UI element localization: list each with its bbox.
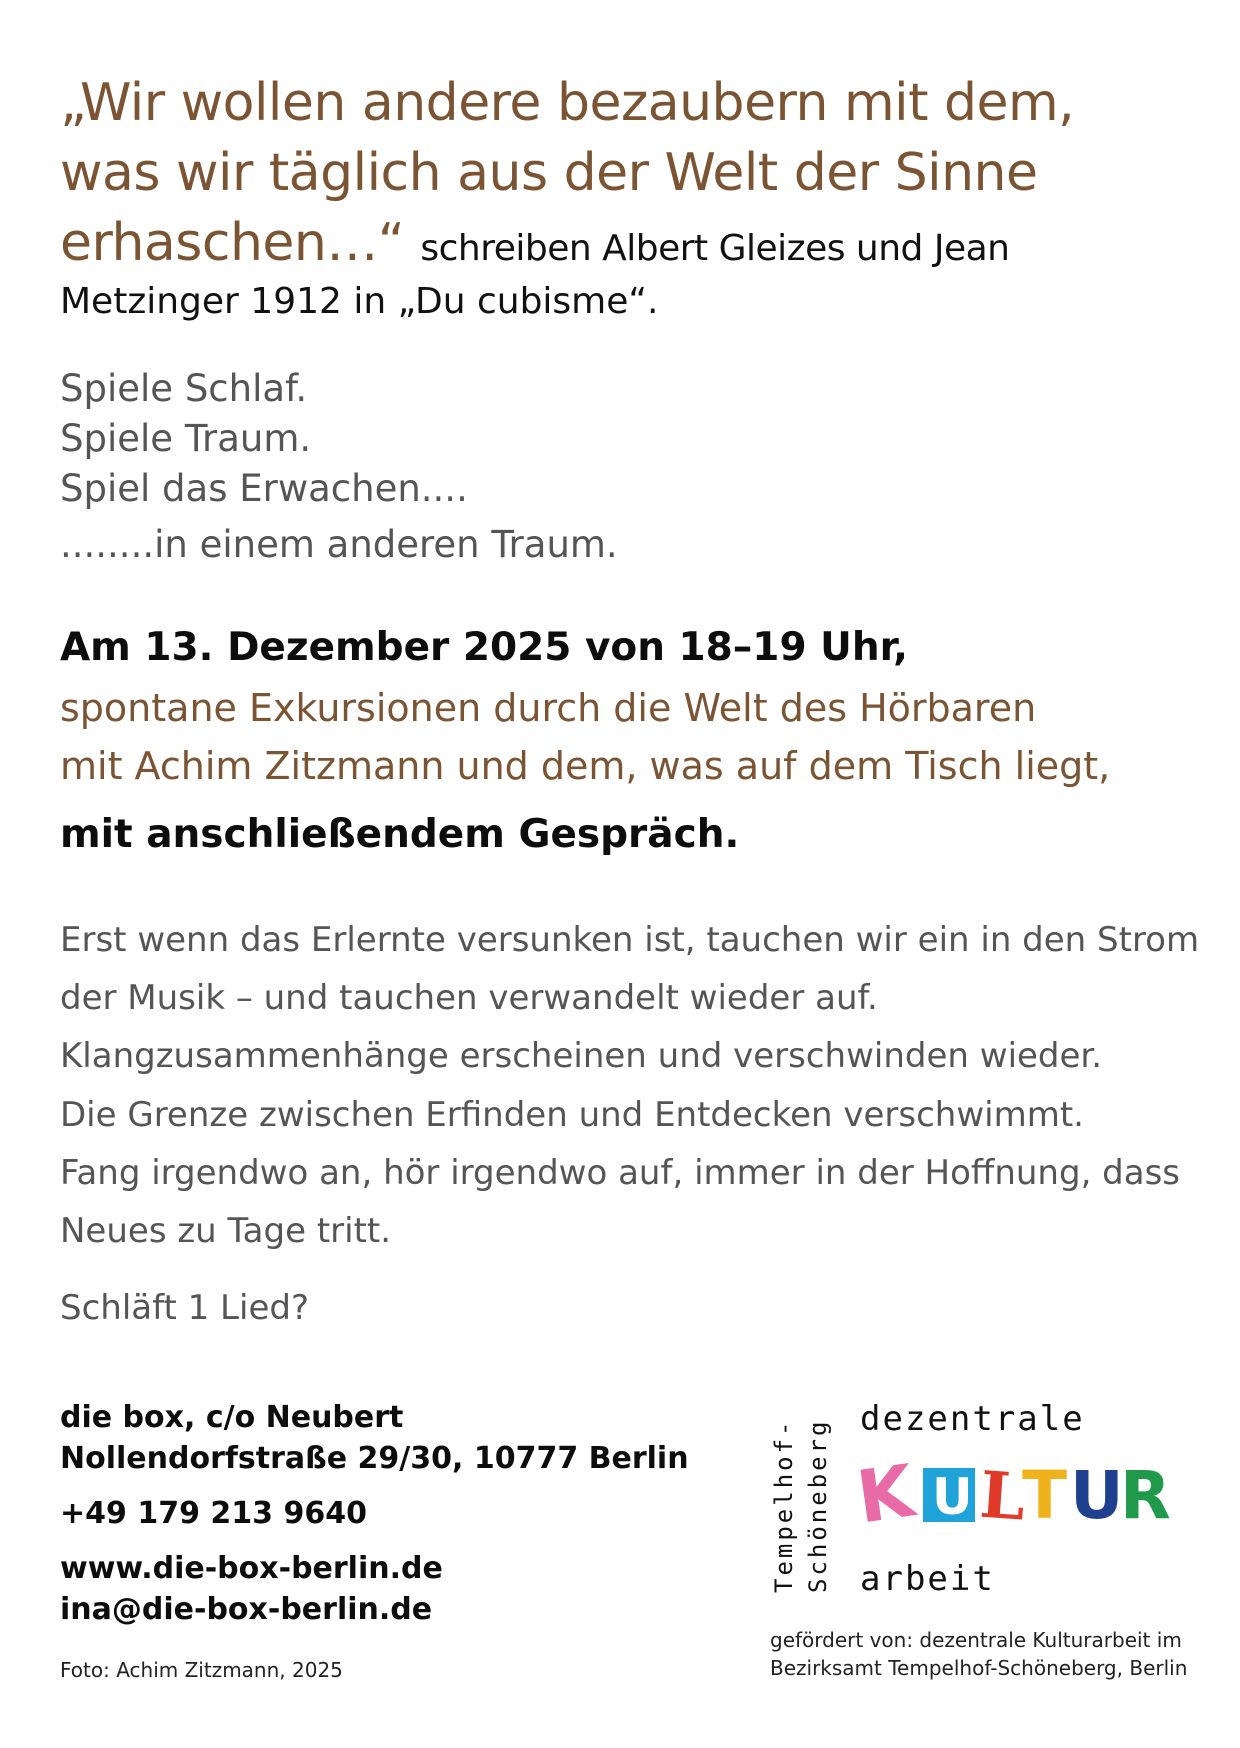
logo-letter-l: L: [977, 1457, 1028, 1536]
poem-line-3: Spiel das Erwachen....: [60, 467, 468, 510]
description-line-5: Fang irgendwo an, hör irgendwo auf, immer in der Hoffnung, dass: [60, 1153, 1181, 1193]
poem-line-4: ........in einem anderen Traum.: [60, 523, 618, 566]
event-description-line-1: spontane Exkursionen durch die Welt des Hörbaren: [60, 686, 1037, 730]
logo-letter-u2: U: [1070, 1457, 1124, 1534]
poem-line-1: Spiele Schlaf.: [60, 367, 308, 410]
logo-text-top: dezentrale: [860, 1399, 1085, 1439]
website-link[interactable]: www.die-box-berlin.de: [60, 1551, 443, 1586]
description-line-3: Klangzusammenhänge erscheinen und verschwinden wieder.: [60, 1036, 1103, 1076]
event-description-line-2: mit Achim Zitzmann und dem, was auf dem Tisch liegt,: [60, 744, 1111, 788]
email-link[interactable]: ina@die-box-berlin.de: [60, 1592, 433, 1627]
quote-line-2: was wir täglich aus der Welt der Sinne: [60, 143, 1038, 203]
opening-quote: [60, 68, 1180, 284]
event-talk: mit anschließendem Gespräch.: [60, 812, 740, 857]
logo-text-bottom: arbeit: [860, 1559, 995, 1599]
quote-attribution-line-2: Metzinger 1912 in „Du cubisme“.: [60, 281, 659, 322]
logo-letter-t: T: [1022, 1457, 1068, 1534]
poem-line-2: Spiele Traum.: [60, 417, 312, 460]
closing-question: Schläft 1 Lied?: [60, 1288, 309, 1328]
dezentrale-kulturarbeit-logo: [760, 1398, 1200, 1608]
quote-line-3: erhaschen…“: [60, 213, 405, 273]
photo-credit: Foto: Achim Zitzmann, 2025: [60, 1658, 343, 1682]
logo-vertical-text-1: Tempelhof-: [770, 1418, 798, 1593]
funding-note-line-1: gefördert von: dezentrale Kulturarbeit im: [770, 1628, 1182, 1652]
description-line-6: Neues zu Tage tritt.: [60, 1211, 392, 1251]
description-line-4: Die Grenze zwischen Erfinden und Entdecken verschwimmt.: [60, 1095, 1084, 1135]
logo-letter-r: R: [1120, 1457, 1171, 1534]
event-date: Am 13. Dezember 2025 von 18–19 Uhr,: [60, 625, 908, 670]
quote-line-1: „Wir wollen andere bezaubern mit dem,: [60, 73, 1075, 133]
logo-letter-u: U: [932, 1468, 973, 1526]
funding-note-line-2: Bezirksamt Tempelhof-Schöneberg, Berlin: [770, 1656, 1188, 1680]
description-line-1: Erst wenn das Erlernte versunken ist, tauchen wir ein in den Strom: [60, 920, 1200, 960]
logo-letter-k: K: [851, 1448, 919, 1540]
logo-vertical-text-2: Schöneberg: [804, 1418, 832, 1593]
venue-name: die box, c/o Neubert: [60, 1400, 404, 1435]
quote-attribution: schreiben Albert Gleizes und Jean: [420, 228, 1010, 269]
description-line-2: der Musik – und tauchen verwandelt wieder auf.: [60, 978, 878, 1018]
venue-address: Nollendorfstraße 29/30, 10777 Berlin: [60, 1441, 689, 1476]
phone-number: +49 179 213 9640: [60, 1496, 367, 1531]
